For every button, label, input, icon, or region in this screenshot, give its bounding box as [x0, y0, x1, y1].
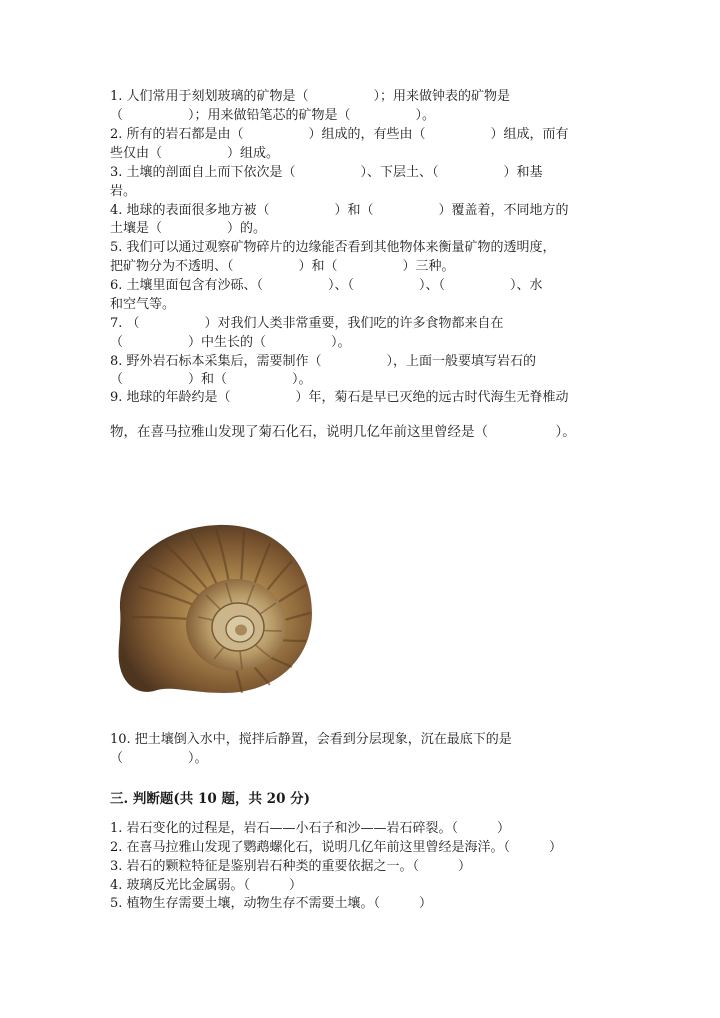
section-title-true-false: 三. 判断题(共 10 题，共 20 分)	[110, 791, 311, 807]
question-5-line-2: 把矿物分为不透明、（ ）和（ ）三种。	[110, 259, 455, 274]
question-7-line-2: （ ）中生长的（ ）。	[110, 335, 351, 350]
question-2-line-1: 2. 所有的岩石都是由（ ）组成的，有些由（ ）组成，而有	[110, 127, 569, 142]
ammonite-fossil-icon	[108, 517, 320, 697]
question-8-line-2: （ ）和（ ）。	[110, 372, 312, 387]
question-10-line-1: 10. 把土壤倒入水中，搅拌后静置，会看到分层现象，沉在最底下的是	[110, 732, 512, 747]
question-10-line-2: （ ）。	[110, 751, 208, 766]
question-2-line-2: 些仅由（ ）组成。	[110, 146, 280, 161]
true-false-item-3: 3. 岩石的颗粒特征是鉴别岩石种类的重要依据之一。（ ）	[110, 859, 472, 874]
question-4-line-2: 土壤是（ ）的。	[110, 221, 267, 236]
question-6-line-2: 和空气等。	[110, 297, 176, 312]
question-5-line-1: 5. 我们可以通过观察矿物碎片的边缘能否看到其他物体来衡量矿物的透明度，	[110, 240, 556, 255]
question-1-line-2: （ ）；用来做铅笔芯的矿物是（ ）。	[110, 108, 436, 123]
true-false-item-2: 2. 在喜马拉雅山发现了鹦鹉螺化石，说明几亿年前这里曾经是海洋。（ ）	[110, 840, 563, 855]
question-3-line-2: 岩。	[110, 184, 137, 199]
question-1-line-1: 1. 人们常用于刻划玻璃的矿物是（ ）；用来做钟表的矿物是	[110, 89, 511, 104]
true-false-item-5: 5. 植物生存需要土壤，动物生存不需要土壤。（ ）	[110, 896, 433, 911]
true-false-item-1: 1. 岩石变化的过程是，岩石——小石子和沙——岩石碎裂。（ ）	[110, 821, 511, 836]
question-3-line-1: 3. 土壤的剖面自上而下依次是（ ）、下层土、（ ）和基	[110, 165, 543, 180]
question-6-line-1: 6. 土壤里面包含有沙砾、（ ）、（ ）、（ ）、水	[110, 278, 543, 293]
true-false-item-4: 4. 玻璃反光比金属弱。（ ）	[110, 878, 303, 893]
question-7-line-1: 7. （ ）对我们人类非常重要，我们吃的许多食物都来自在	[110, 316, 504, 331]
question-9-line-2: 物，在喜马拉雅山发现了菊石化石，说明几亿年前这里曾经是（ ）。	[110, 424, 576, 440]
question-8-line-1: 8. 野外岩石标本采集后，需要制作（ ），上面一般要填写岩石的	[110, 354, 537, 369]
question-9-line-1: 9. 地球的年龄约是（ ）年，菊石是早已灭绝的远古时代海生无脊椎动	[110, 390, 569, 405]
question-4-line-1: 4. 地球的表面很多地方被（ ）和（ ）覆盖着，不同地方的	[110, 203, 569, 218]
